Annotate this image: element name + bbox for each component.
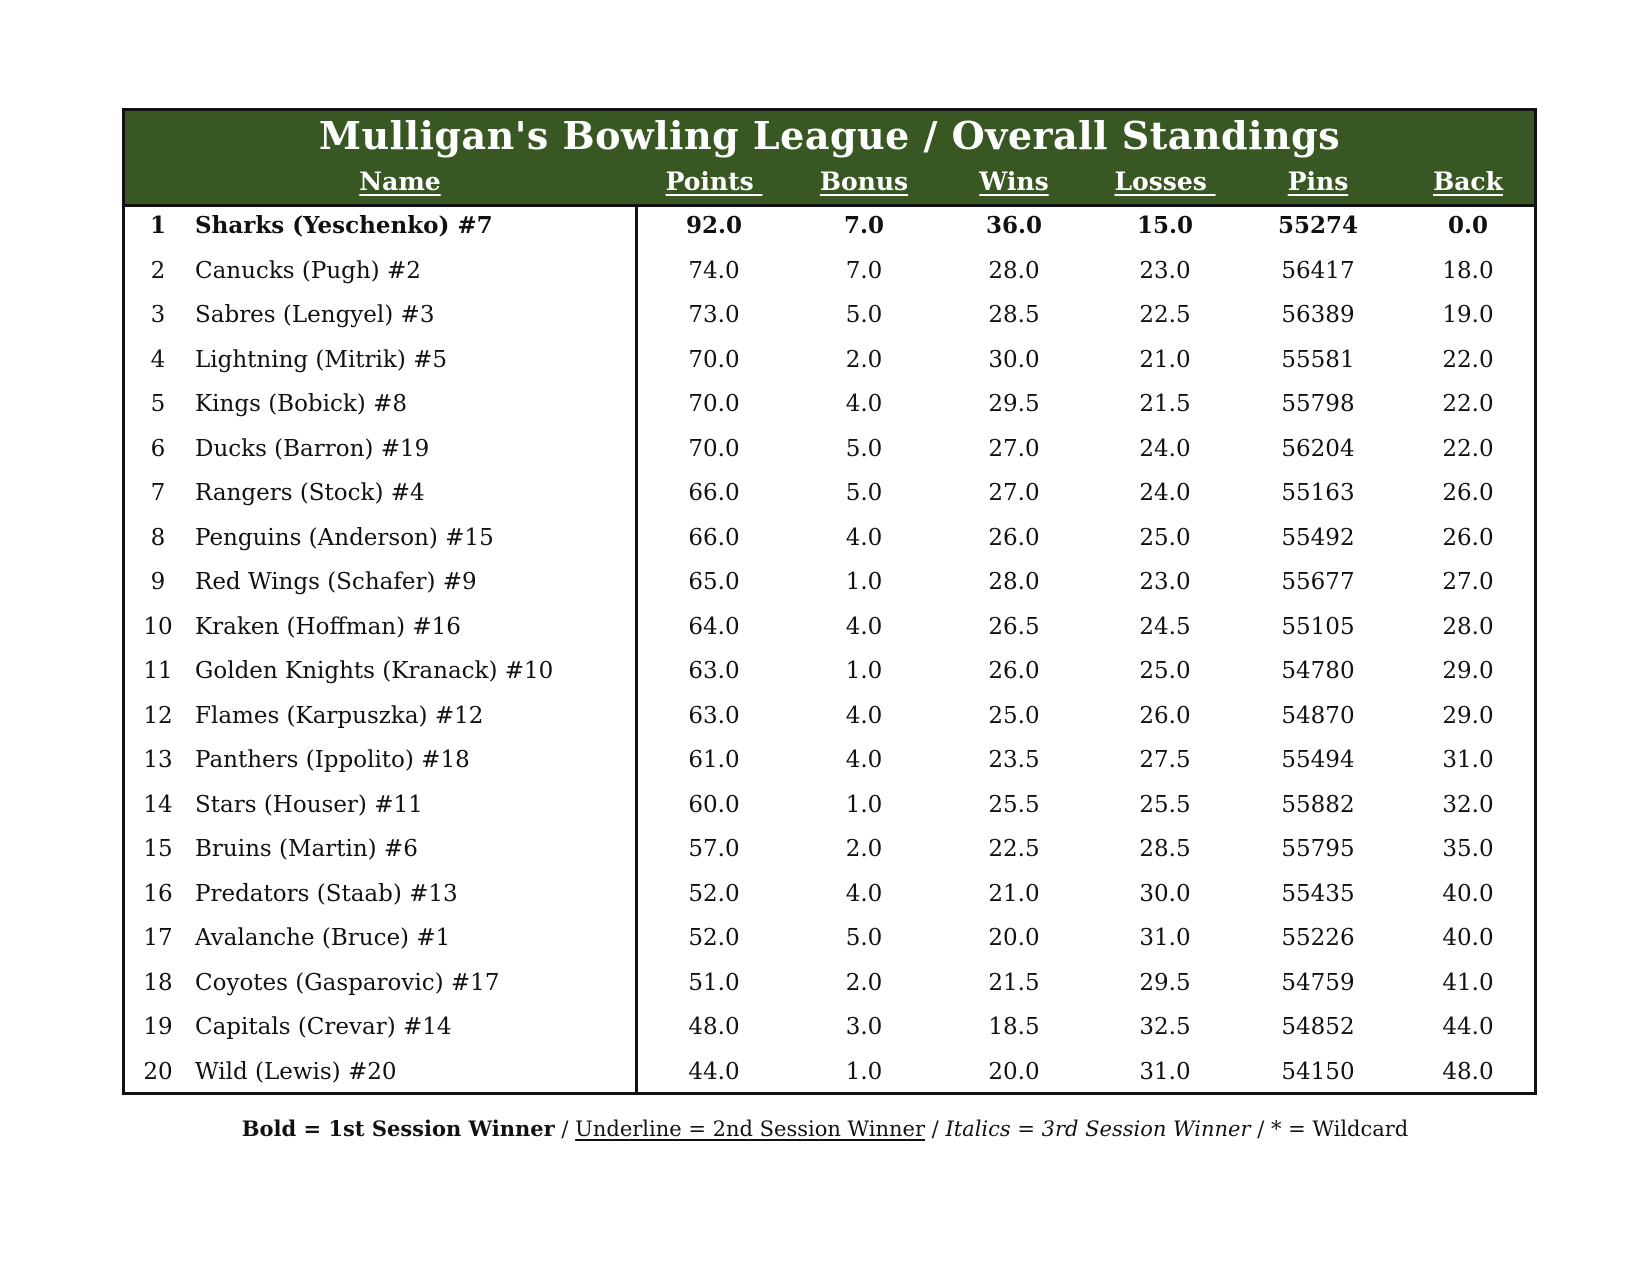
cell-wins: 28.0 [988, 569, 1040, 595]
cell-bonus: 4.0 [845, 613, 883, 640]
cell-name: Ducks (Barron) #19 [195, 435, 430, 462]
cell-rank: 20 [143, 1058, 173, 1085]
cell-pins: 55105 [1281, 613, 1355, 640]
column-header-pins: Pins [1287, 167, 1349, 196]
cell-name: Sabres (Lengyel) #3 [195, 302, 435, 328]
cell-name: Bruins (Martin) #6 [195, 836, 418, 862]
cell-back: 22.0 [1442, 346, 1494, 373]
cell-losses: 22.5 [1139, 302, 1191, 328]
cell-points: 57.0 [688, 836, 740, 862]
cell-wins: 20.0 [988, 925, 1040, 951]
cell-points: 51.0 [688, 969, 740, 996]
cell-points: 48.0 [688, 1014, 740, 1040]
cell-name: Avalanche (Bruce) #1 [195, 925, 451, 951]
cell-wins: 26.0 [988, 658, 1040, 684]
cell-name: Kraken (Hoffman) #16 [195, 613, 461, 640]
cell-bonus: 4.0 [845, 747, 883, 773]
cell-rank: 5 [150, 391, 166, 417]
cell-losses: 24.5 [1139, 613, 1191, 640]
cell-points: 61.0 [688, 747, 740, 773]
cell-bonus: 7.0 [845, 257, 883, 284]
cell-back: 22.0 [1442, 391, 1494, 417]
cell-pins: 54759 [1281, 969, 1355, 996]
cell-losses: 21.0 [1139, 346, 1191, 373]
cell-points: 52.0 [688, 880, 740, 907]
cell-back: 0.0 [1447, 212, 1488, 239]
cell-pins: 55581 [1281, 346, 1355, 373]
cell-back: 18.0 [1442, 257, 1494, 284]
cell-losses: 15.0 [1136, 212, 1194, 239]
cell-rank: 3 [150, 302, 166, 328]
cell-points: 63.0 [688, 702, 740, 729]
table-row [125, 338, 1534, 383]
cell-bonus: 4.0 [845, 702, 883, 729]
cell-name: Flames (Karpuszka) #12 [195, 702, 484, 729]
legend-separator: / [925, 1117, 946, 1141]
cell-rank: 12 [143, 702, 173, 729]
cell-name: Red Wings (Schafer) #9 [195, 569, 477, 595]
cell-losses: 25.0 [1139, 658, 1191, 684]
table-header [125, 111, 1534, 207]
cell-rank: 2 [150, 257, 166, 284]
standings-table [122, 108, 1537, 1095]
legend-bold: Bold = 1st Session Winner [241, 1116, 555, 1141]
cell-wins: 18.5 [988, 1014, 1040, 1040]
cell-pins: 54780 [1281, 658, 1355, 684]
legend-separator: / [554, 1117, 576, 1141]
cell-name: Kings (Bobick) #8 [195, 391, 407, 417]
cell-name: Coyotes (Gasparovic) #17 [195, 969, 500, 996]
cell-losses: 29.5 [1139, 969, 1191, 996]
cell-wins: 28.5 [988, 302, 1040, 328]
cell-losses: 24.0 [1139, 435, 1191, 462]
legend-wildcard: * = Wildcard [1270, 1117, 1409, 1141]
cell-losses: 21.5 [1139, 391, 1191, 417]
cell-back: 27.0 [1442, 569, 1494, 595]
cell-bonus: 2.0 [845, 346, 883, 373]
table-row [125, 916, 1534, 961]
cell-points: 70.0 [688, 346, 740, 373]
cell-name: Lightning (Mitrik) #5 [195, 346, 448, 373]
cell-name: Stars (Houser) #11 [195, 791, 423, 818]
table-row [125, 249, 1534, 294]
cell-pins: 56417 [1281, 257, 1355, 284]
column-header-points: Points [665, 167, 763, 196]
cell-pins: 55435 [1281, 880, 1355, 907]
cell-wins: 27.0 [988, 480, 1040, 506]
cell-wins: 25.5 [988, 791, 1040, 818]
cell-points: 65.0 [688, 569, 740, 595]
cell-bonus: 4.0 [845, 391, 883, 417]
cell-losses: 25.0 [1139, 524, 1191, 551]
cell-rank: 9 [150, 569, 166, 595]
cell-losses: 31.0 [1139, 925, 1191, 951]
cell-bonus: 2.0 [845, 836, 883, 862]
table-row [125, 204, 1534, 249]
cell-rank: 15 [143, 836, 173, 862]
cell-points: 73.0 [688, 302, 740, 328]
legend-italics: Italics = 3rd Session Winner [945, 1117, 1251, 1141]
cell-back: 26.0 [1442, 480, 1494, 506]
cell-wins: 29.5 [988, 391, 1040, 417]
legend [0, 1114, 1650, 1144]
table-row [125, 516, 1534, 561]
cell-points: 60.0 [688, 791, 740, 818]
cell-losses: 26.0 [1139, 702, 1191, 729]
cell-bonus: 1.0 [845, 791, 883, 818]
cell-name: Penguins (Anderson) #15 [195, 524, 494, 551]
cell-wins: 22.5 [988, 836, 1040, 862]
column-header-bonus: Bonus [819, 167, 909, 196]
cell-points: 63.0 [688, 658, 740, 684]
cell-pins: 54150 [1281, 1058, 1355, 1085]
table-row [125, 605, 1534, 650]
cell-back: 19.0 [1442, 302, 1494, 328]
cell-pins: 55677 [1281, 569, 1355, 595]
cell-wins: 28.0 [988, 257, 1040, 284]
legend-separator: / [1250, 1117, 1271, 1141]
cell-pins: 55795 [1281, 836, 1355, 862]
column-header-back: Back [1433, 167, 1503, 196]
cell-back: 32.0 [1442, 791, 1494, 818]
cell-back: 35.0 [1442, 836, 1494, 862]
cell-pins: 55163 [1281, 480, 1355, 506]
table-row [125, 783, 1534, 828]
cell-points: 74.0 [688, 257, 740, 284]
cell-back: 26.0 [1442, 524, 1494, 551]
cell-back: 31.0 [1442, 747, 1494, 773]
cell-bonus: 1.0 [845, 1058, 883, 1085]
cell-rank: 6 [150, 435, 166, 462]
cell-points: 44.0 [688, 1058, 740, 1085]
cell-rank: 8 [150, 524, 166, 551]
cell-back: 22.0 [1442, 435, 1494, 462]
cell-name: Canucks (Pugh) #2 [195, 257, 421, 284]
column-header-wins: Wins [979, 167, 1049, 196]
cell-rank: 1 [149, 212, 166, 239]
cell-points: 70.0 [688, 391, 740, 417]
cell-points: 92.0 [685, 212, 743, 239]
cell-back: 41.0 [1442, 969, 1494, 996]
table-row [125, 471, 1534, 516]
cell-bonus: 5.0 [845, 925, 883, 951]
cell-bonus: 2.0 [845, 969, 883, 996]
cell-losses: 28.5 [1139, 836, 1191, 862]
cell-points: 66.0 [688, 480, 740, 506]
cell-points: 70.0 [688, 435, 740, 462]
cell-bonus: 1.0 [845, 658, 883, 684]
cell-name: Panthers (Ippolito) #18 [195, 747, 470, 773]
table-row [125, 961, 1534, 1006]
cell-name: Sharks (Yeschenko) #7 [195, 212, 493, 239]
cell-rank: 7 [150, 480, 166, 506]
cell-wins: 27.0 [988, 435, 1040, 462]
legend-underline: Underline = 2nd Session Winner [575, 1117, 925, 1141]
cell-losses: 24.0 [1139, 480, 1191, 506]
cell-wins: 26.0 [988, 524, 1040, 551]
cell-losses: 30.0 [1139, 880, 1191, 907]
table-row [125, 694, 1534, 739]
cell-name: Predators (Staab) #13 [195, 880, 458, 907]
cell-rank: 4 [150, 346, 166, 373]
table-row [125, 872, 1534, 917]
cell-pins: 56204 [1281, 435, 1355, 462]
table-row [125, 649, 1534, 694]
cell-losses: 23.0 [1139, 257, 1191, 284]
cell-back: 29.0 [1442, 702, 1494, 729]
cell-rank: 17 [143, 925, 173, 951]
cell-back: 44.0 [1442, 1014, 1494, 1040]
table-body [125, 204, 1534, 1094]
cell-bonus: 4.0 [845, 524, 883, 551]
cell-points: 64.0 [688, 613, 740, 640]
cell-pins: 56389 [1281, 302, 1355, 328]
cell-wins: 20.0 [988, 1058, 1040, 1085]
cell-back: 40.0 [1442, 925, 1494, 951]
cell-losses: 25.5 [1139, 791, 1191, 818]
column-header-losses: Losses [1114, 167, 1216, 196]
cell-wins: 25.0 [988, 702, 1040, 729]
cell-pins: 54870 [1281, 702, 1355, 729]
column-header-name: Name [359, 167, 441, 196]
table-row [125, 1005, 1534, 1050]
cell-bonus: 3.0 [845, 1014, 883, 1040]
table-row [125, 560, 1534, 605]
cell-name: Capitals (Crevar) #14 [195, 1014, 452, 1040]
table-row [125, 1050, 1534, 1095]
cell-pins: 54852 [1281, 1014, 1355, 1040]
cell-rank: 16 [143, 880, 173, 907]
cell-pins: 55882 [1281, 791, 1355, 818]
cell-back: 40.0 [1442, 880, 1494, 907]
cell-pins: 55494 [1281, 747, 1355, 773]
table-row [125, 293, 1534, 338]
cell-wins: 36.0 [985, 212, 1043, 239]
cell-pins: 55798 [1281, 391, 1355, 417]
cell-back: 28.0 [1442, 613, 1494, 640]
table-row [125, 738, 1534, 783]
cell-pins: 55492 [1281, 524, 1355, 551]
cell-wins: 30.0 [988, 346, 1040, 373]
cell-pins: 55274 [1277, 212, 1359, 239]
cell-bonus: 4.0 [845, 880, 883, 907]
table-row [125, 382, 1534, 427]
cell-back: 48.0 [1442, 1058, 1494, 1085]
cell-wins: 21.0 [988, 880, 1040, 907]
cell-losses: 27.5 [1139, 747, 1191, 773]
cell-bonus: 5.0 [845, 302, 883, 328]
cell-rank: 19 [143, 1014, 173, 1040]
page-title: Mulligan's Bowling League / Overall Standings [318, 113, 1341, 158]
cell-rank: 13 [143, 747, 173, 773]
cell-name: Wild (Lewis) #20 [195, 1058, 397, 1085]
cell-back: 29.0 [1442, 658, 1494, 684]
cell-name: Rangers (Stock) #4 [195, 480, 425, 506]
cell-wins: 23.5 [988, 747, 1040, 773]
cell-rank: 11 [143, 658, 173, 684]
cell-rank: 14 [143, 791, 173, 818]
cell-points: 66.0 [688, 524, 740, 551]
cell-losses: 23.0 [1139, 569, 1191, 595]
table-row [125, 427, 1534, 472]
cell-pins: 55226 [1281, 925, 1355, 951]
table-row [125, 827, 1534, 872]
cell-losses: 32.5 [1139, 1014, 1191, 1040]
cell-bonus: 5.0 [845, 480, 883, 506]
cell-rank: 18 [143, 969, 173, 996]
cell-points: 52.0 [688, 925, 740, 951]
cell-losses: 31.0 [1139, 1058, 1191, 1085]
cell-wins: 21.5 [988, 969, 1040, 996]
cell-bonus: 1.0 [845, 569, 883, 595]
cell-bonus: 7.0 [843, 212, 884, 239]
cell-name: Golden Knights (Kranack) #10 [195, 658, 554, 684]
cell-bonus: 5.0 [845, 435, 883, 462]
cell-rank: 10 [143, 613, 173, 640]
cell-wins: 26.5 [988, 613, 1040, 640]
